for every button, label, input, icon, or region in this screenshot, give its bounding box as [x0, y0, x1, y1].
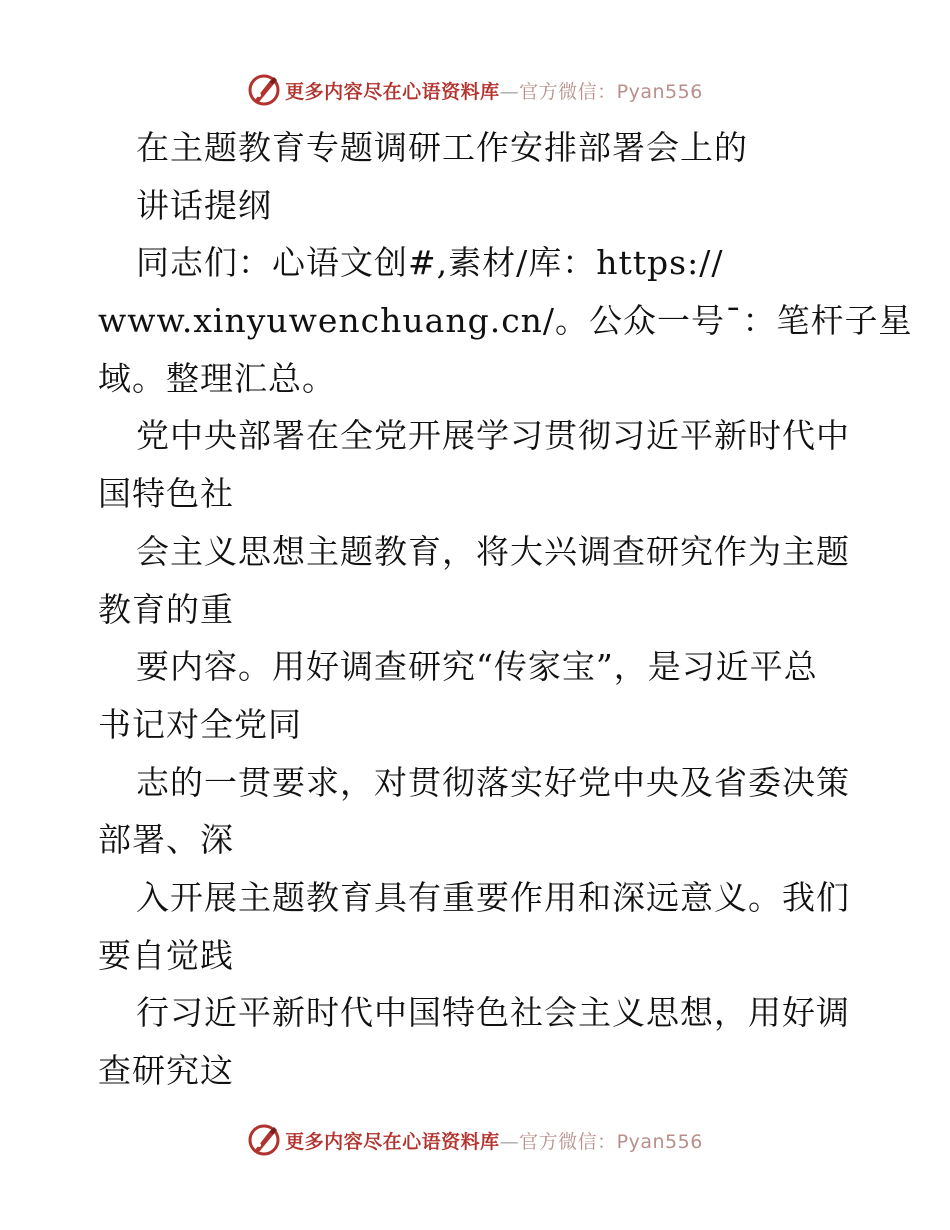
text-line: 党中央部署在全党开展学习贯彻习近平新时代中 [136, 416, 850, 456]
quill-pen-logo-icon [247, 73, 281, 107]
text-line: 国特色社 [98, 474, 234, 514]
banner-wechat: 官方微信：Pyan556 [519, 80, 703, 103]
title-line-2: 讲话提纲 [136, 185, 272, 225]
banner-site-name: 更多内容尽在心语资料库 [285, 1130, 500, 1153]
banner-text [285, 1127, 703, 1154]
banner-dash: — [499, 80, 520, 103]
banner-dash: — [499, 1130, 520, 1153]
document-body [98, 119, 913, 1100]
banner-text [285, 77, 703, 104]
text-line: 要内容。用好调查研究“传家宝”，是习近平总 [136, 647, 818, 687]
text-line: 要自觉践 [98, 935, 234, 975]
banner-site-name: 更多内容尽在心语资料库 [285, 80, 500, 103]
text-line: 同志们：心语文创#,素材/库：https:// [136, 243, 724, 283]
quill-pen-logo-icon [247, 1123, 281, 1157]
title-line-1: 在主题教育专题调研工作安排部署会上的 [136, 128, 748, 167]
text-line: 入开展主题教育具有重要作用和深远意义。我们 [136, 877, 850, 917]
text-line: 书记对全党同 [98, 704, 302, 744]
text-line: 域。整理汇总。 [98, 358, 336, 398]
text-line: 行习近平新时代中国特色社会主义思想，用好调 [136, 993, 850, 1033]
header-banner [0, 70, 950, 110]
text-line: 查研究这 [98, 1051, 234, 1090]
text-line: 志的一贯要求，对贯彻落实好党中央及省委决策 [136, 762, 850, 802]
banner-wechat: 官方微信：Pyan556 [519, 1130, 703, 1153]
text-line: 部署、深 [98, 820, 234, 860]
text-line: 会主义思想主题教育，将大兴调查研究作为主题 [136, 531, 850, 571]
text-line: www.xinyuwenchuang.cn/。公众一号¯：笔杆子星 [98, 301, 913, 341]
text-line: 教育的重 [98, 589, 234, 629]
footer-banner [0, 1120, 950, 1160]
